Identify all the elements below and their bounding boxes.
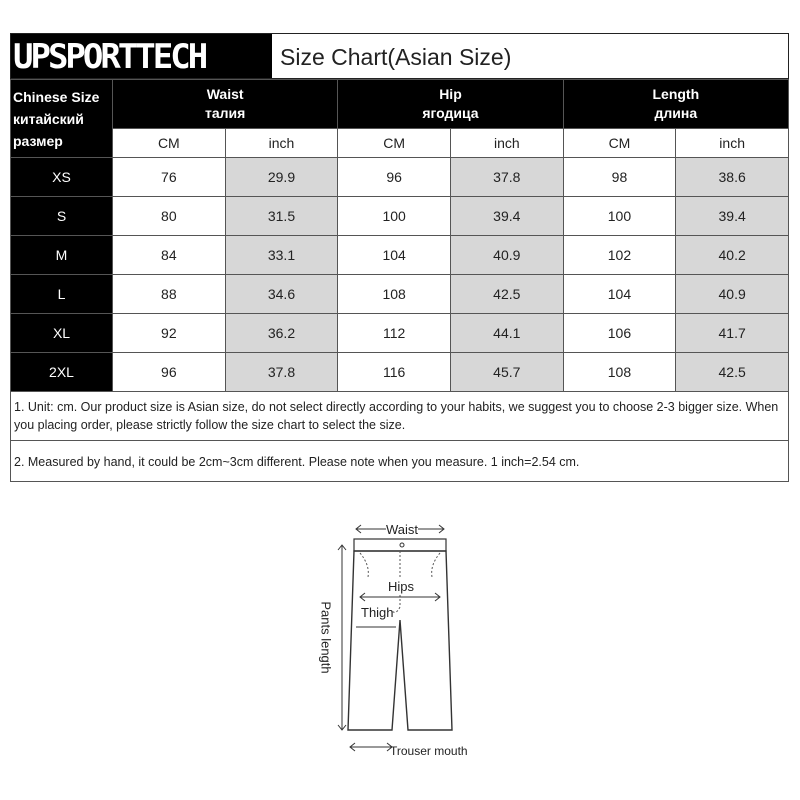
unit-cell: inch: [225, 129, 338, 158]
chart-title: Size Chart(Asian Size): [280, 44, 512, 70]
group-name-ru: ягодица: [422, 105, 479, 121]
cm-value-cell: 88: [113, 275, 226, 314]
inch-value-cell: 31.5: [225, 197, 338, 236]
inch-value-cell: 40.2: [676, 236, 789, 275]
cm-value-cell: 80: [113, 197, 226, 236]
unit-cell: CM: [113, 129, 226, 158]
inch-value-cell: 42.5: [450, 275, 563, 314]
trouser-outline: [320, 515, 490, 765]
cm-value-cell: 96: [338, 158, 451, 197]
cm-value-cell: 100: [563, 197, 676, 236]
inch-value-cell: 29.9: [225, 158, 338, 197]
group-name: Hip: [439, 86, 462, 102]
size-label: L: [11, 275, 113, 314]
cm-value-cell: 76: [113, 158, 226, 197]
corner-label: [11, 80, 113, 158]
inch-value-cell: 33.1: [225, 236, 338, 275]
cm-value-cell: 108: [338, 275, 451, 314]
inch-value-cell: 41.7: [676, 314, 789, 353]
inch-value-cell: 45.7: [450, 353, 563, 392]
title-bar: [10, 33, 789, 79]
unit-row: [11, 129, 789, 158]
group-name: Waist: [206, 86, 244, 102]
table-row: [11, 353, 789, 392]
table-row: [11, 236, 789, 275]
unit-cell: CM: [563, 129, 676, 158]
group-header-hip: [338, 80, 563, 129]
cm-value-cell: 104: [338, 236, 451, 275]
hips-label: Hips: [388, 579, 415, 594]
notes-box: [10, 392, 789, 482]
size-label: XS: [11, 158, 113, 197]
inch-value-cell: 40.9: [450, 236, 563, 275]
size-label: XL: [11, 314, 113, 353]
group-name-ru: длина: [654, 105, 698, 121]
cm-value-cell: 92: [113, 314, 226, 353]
trouser-mouth-label: Trouser mouth: [390, 744, 468, 758]
inch-value-cell: 39.4: [450, 197, 563, 236]
cm-value-cell: 116: [338, 353, 451, 392]
unit-cell: inch: [676, 129, 789, 158]
unit-cell: CM: [338, 129, 451, 158]
group-header-length: [563, 80, 788, 129]
inch-value-cell: 44.1: [450, 314, 563, 353]
inch-value-cell: 36.2: [225, 314, 338, 353]
cm-value-cell: 108: [563, 353, 676, 392]
group-name-ru: талия: [205, 105, 246, 121]
table-row: [11, 197, 789, 236]
inch-value-cell: 38.6: [676, 158, 789, 197]
thigh-label: Thigh: [361, 605, 394, 620]
cm-value-cell: 102: [563, 236, 676, 275]
inch-value-cell: 39.4: [676, 197, 789, 236]
cm-value-cell: 96: [113, 353, 226, 392]
size-chart-sheet: [10, 33, 789, 482]
note-1: 1. Unit: cm. Our product size is Asian size, do not select directly according to your habits, we suggest you to choose 2-3 bigger size. When you placing order, please strictly follow the size chart to select the size.: [14, 400, 779, 432]
waist-label: Waist: [386, 522, 419, 537]
brand-logo: UPSPORTTECH: [11, 34, 272, 78]
cm-value-cell: 112: [338, 314, 451, 353]
inch-value-cell: 34.6: [225, 275, 338, 314]
cm-value-cell: 84: [113, 236, 226, 275]
size-label: S: [11, 197, 113, 236]
size-label: 2XL: [11, 353, 113, 392]
cm-value-cell: 98: [563, 158, 676, 197]
corner-label-text: Chinese Size китайский размер: [13, 88, 100, 149]
size-label: M: [11, 236, 113, 275]
table-row: [11, 158, 789, 197]
cm-value-cell: 100: [338, 197, 451, 236]
cm-value-cell: 104: [563, 275, 676, 314]
pants-length-label: Pants length: [319, 598, 334, 678]
group-name: Length: [652, 86, 700, 102]
cm-value-cell: 106: [563, 314, 676, 353]
size-table: [10, 79, 789, 392]
inch-value-cell: 37.8: [450, 158, 563, 197]
inch-value-cell: 42.5: [676, 353, 789, 392]
group-header-waist: [113, 80, 338, 129]
note-2: 2. Measured by hand, it could be 2cm~3cm different. Please note when you measure. 1 inch=2.54 cm.: [11, 440, 788, 481]
inch-value-cell: 37.8: [225, 353, 338, 392]
inch-value-cell: 40.9: [676, 275, 789, 314]
trouser-diagram: [320, 515, 490, 765]
table-row: [11, 314, 789, 353]
unit-cell: inch: [450, 129, 563, 158]
table-row: [11, 275, 789, 314]
